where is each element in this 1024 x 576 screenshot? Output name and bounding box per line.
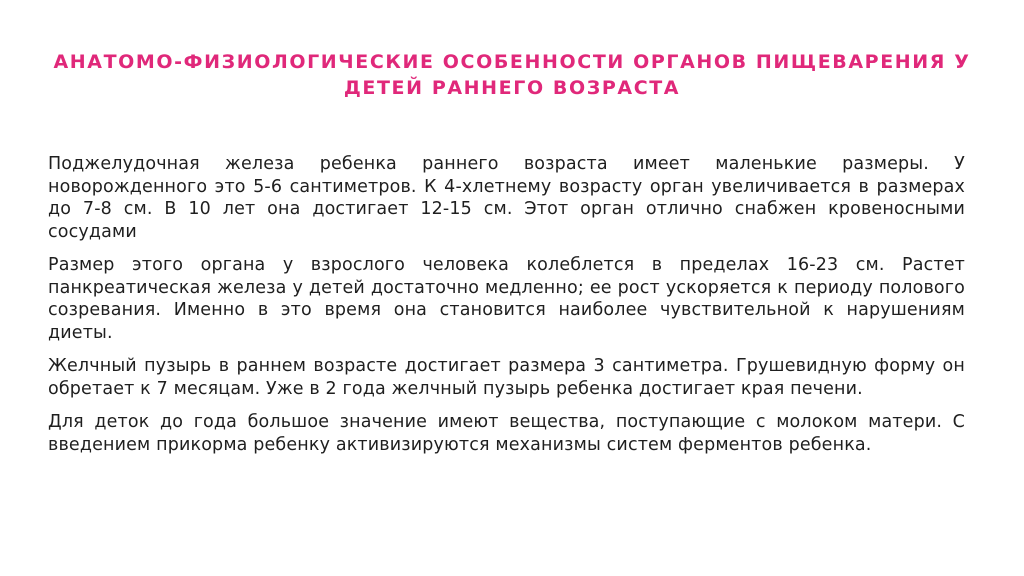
slide-body xyxy=(48,153,965,467)
slide-title: АНАТОМО-ФИЗИОЛОГИЧЕСКИЕ ОСОБЕННОСТИ ОРГАНОВ ПИЩЕВАРЕНИЯ У ДЕТЕЙ РАННЕГО ВОЗРАСТА xyxy=(53,51,971,99)
paragraph-milk-enzymes: Для деток до года большое значение имеют вещества, поступающие с молоком матери. С введением прикорма ребенку активизируются механизмы систем ферментов ребенка. xyxy=(48,412,965,455)
paragraph-pancreas-size: Поджелудочная железа ребенка раннего возраста имеет маленькие размеры. У новорожденного это 5-6 сантиметров. К 4-хлетнему возрасту орган увеличивается в размерах до 7-8 см. В 10 лет она достигает 12-15 см. Этот орган отлично снабжен кровеносными сосудами xyxy=(48,154,965,242)
paragraph-gallbladder: Желчный пузырь в раннем возрасте достигает размера 3 сантиметра. Грушевидную форму он обретает к 7 месяцам. Уже в 2 года желчный пузырь ребенка достигает края печени. xyxy=(48,356,965,399)
paragraph-pancreas-adult: Размер этого органа у взрослого человека колеблется в пределах 16-23 см. Растет панкреатическая железа у детей достаточно медленно; ее рост ускоряется к периоду полового созревания. Именно в это время она становится наиболее чувствительной к нарушениям диеты. xyxy=(48,255,965,343)
